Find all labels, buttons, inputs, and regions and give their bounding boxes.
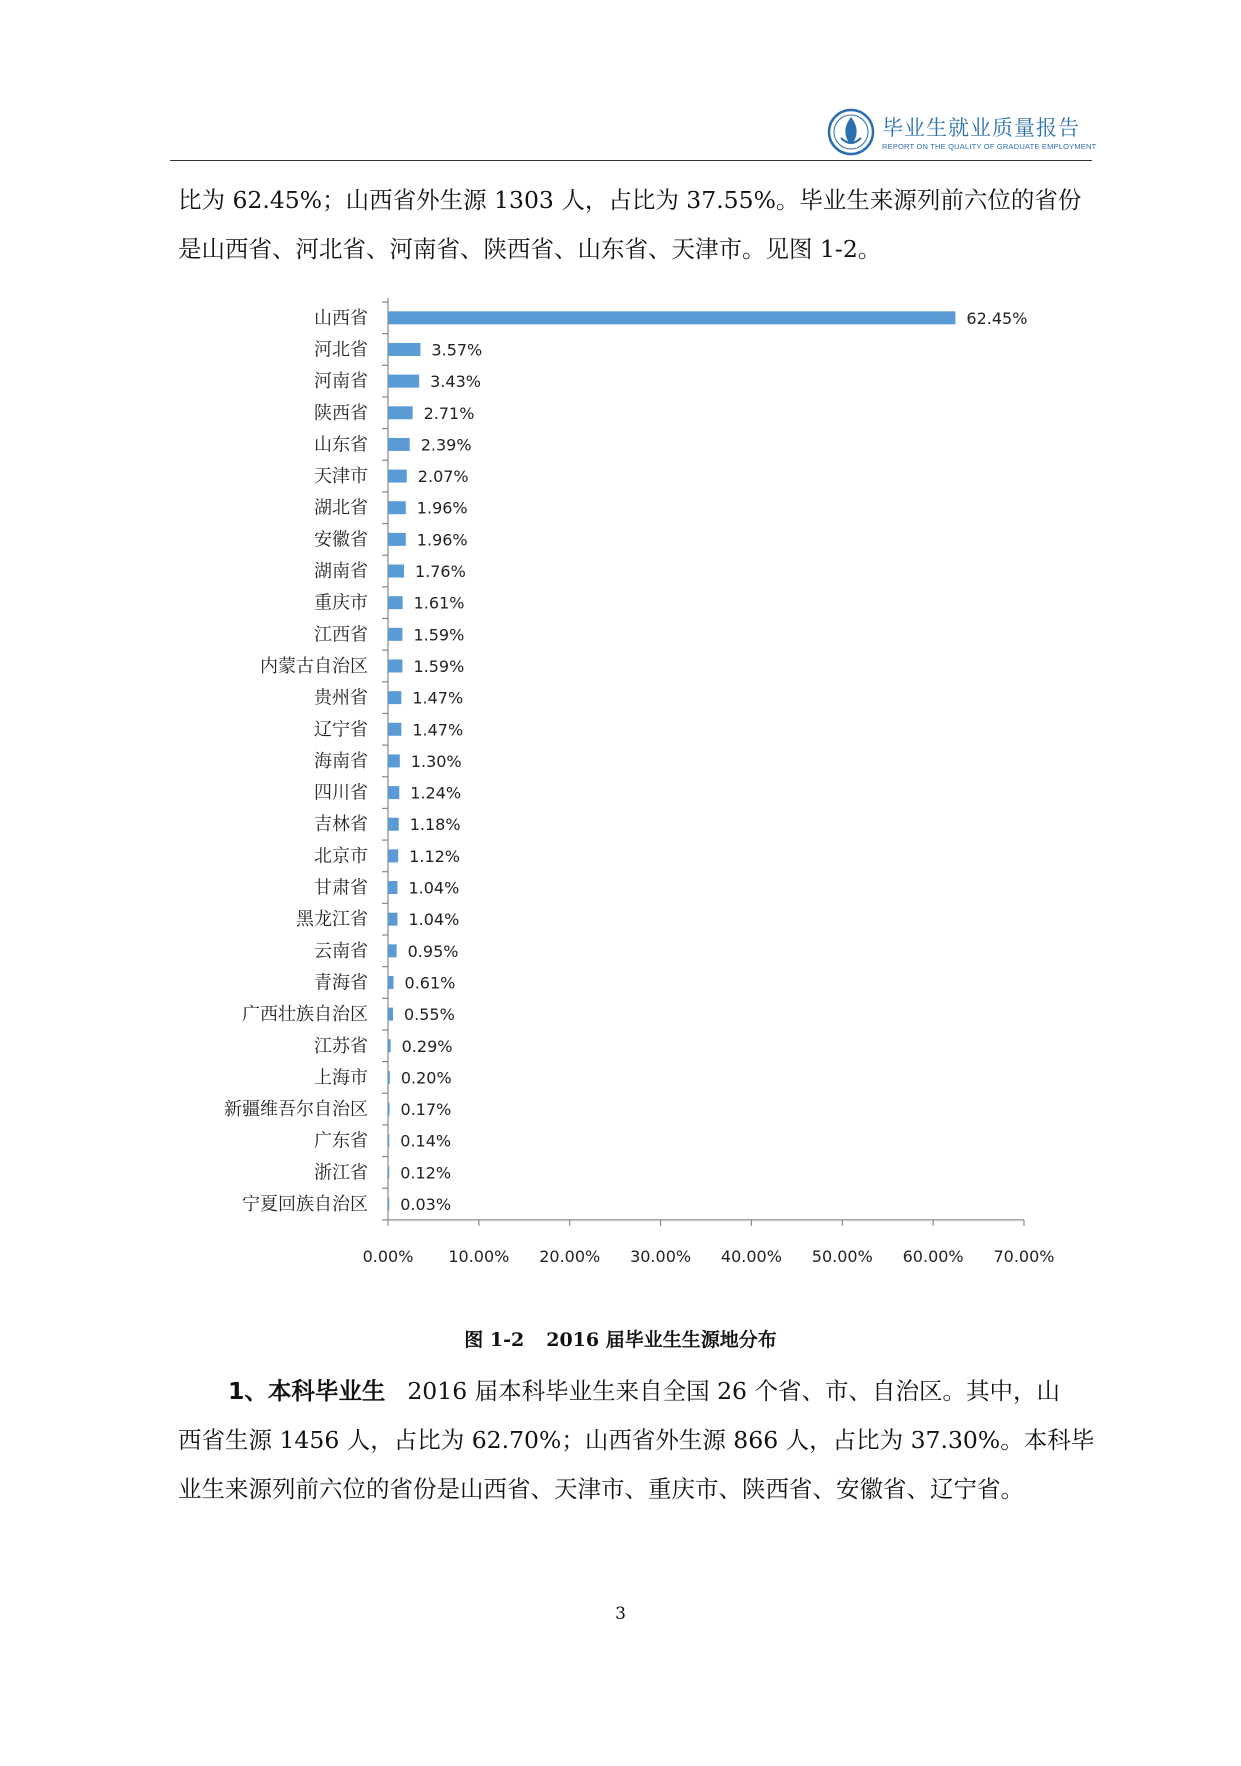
data-label: 1.18%: [409, 815, 461, 835]
x-tick-label: 20.00%: [539, 1246, 601, 1266]
category-label: 天津市: [314, 466, 368, 488]
category-label: 重庆市: [314, 592, 368, 614]
bar: [388, 659, 402, 672]
data-label: 1.59%: [413, 625, 465, 645]
data-label: 0.12%: [400, 1163, 452, 1183]
bar: [388, 818, 399, 831]
bar: [388, 1166, 389, 1179]
data-label: 1.04%: [408, 878, 460, 898]
x-tick-label: 10.00%: [448, 1246, 510, 1266]
intro-paragraph: [178, 176, 1082, 274]
bar: [388, 501, 406, 514]
bar: [388, 1039, 391, 1052]
section-line: 业生来源列前六位的省份是山西省、天津市、重庆市、陕西省、安徽省、辽宁省。: [178, 1475, 1024, 1503]
origin-distribution-chart: [0, 290, 1241, 1300]
bar: [388, 754, 400, 767]
bar: [388, 881, 397, 894]
university-seal-icon: [827, 108, 875, 156]
bar: [388, 976, 394, 989]
category-label: 浙江省: [314, 1162, 368, 1184]
x-tick-label: 40.00%: [720, 1246, 782, 1266]
data-label: 1.12%: [409, 846, 461, 866]
category-label: 北京市: [314, 845, 368, 867]
figure-title: 2016 届毕业生生源地分布: [546, 1329, 777, 1351]
x-tick-label: 30.00%: [630, 1246, 692, 1266]
section-line: [178, 1367, 1078, 1416]
bar: [388, 470, 407, 483]
data-label: 2.07%: [417, 467, 469, 487]
category-label: 山西省: [314, 307, 368, 329]
bar: [388, 786, 399, 799]
section-line: 西省生源 1456 人，占比为 62.70%；山西省外生源 866 人，占比为 37.30%。本科毕: [178, 1426, 1095, 1454]
category-label: 河南省: [314, 371, 368, 393]
data-label: 1.76%: [414, 562, 466, 582]
data-label: 0.20%: [400, 1068, 452, 1088]
category-label: 海南省: [314, 750, 368, 772]
data-label: 0.17%: [400, 1100, 452, 1120]
data-label: 1.24%: [410, 783, 462, 803]
data-label: 2.39%: [420, 435, 472, 455]
data-label: 0.55%: [403, 1005, 455, 1025]
category-label: 江西省: [314, 624, 368, 646]
bar: [388, 438, 410, 451]
figure-caption: [0, 1325, 1241, 1352]
bar: [388, 343, 420, 356]
category-label: 江苏省: [314, 1035, 368, 1057]
bar: [388, 565, 404, 578]
data-label: 0.03%: [400, 1195, 452, 1215]
bar: [388, 533, 406, 546]
data-label: 1.47%: [412, 688, 464, 708]
category-label: 内蒙古自治区: [260, 655, 368, 677]
category-label: 新疆维吾尔自治区: [224, 1099, 368, 1121]
bar: [388, 1071, 390, 1084]
section-text: 2016 届本科毕业生来自全国 26 个省、市、自治区。其中，山: [407, 1377, 1060, 1405]
category-label: 宁夏回族自治区: [242, 1194, 368, 1216]
data-label: 1.96%: [416, 498, 468, 518]
category-label: 湖南省: [314, 561, 368, 583]
section-heading: 1、本科毕业生: [228, 1377, 386, 1405]
data-label: 0.29%: [401, 1036, 453, 1056]
data-label: 3.57%: [431, 340, 483, 360]
data-label: 1.59%: [413, 656, 465, 676]
data-label: 1.96%: [416, 530, 468, 550]
x-tick-label: 0.00%: [362, 1246, 414, 1266]
intro-line: 比为 62.45%；山西省外生源 1303 人，占比为 37.55%。毕业生来源列前六位的省份: [178, 186, 1082, 214]
data-label: 62.45%: [966, 308, 1028, 328]
x-tick-label: 60.00%: [902, 1246, 964, 1266]
bar: [388, 1103, 390, 1116]
figure-number: 图 1-2: [464, 1329, 525, 1351]
category-label: 贵州省: [314, 687, 368, 709]
bar: [388, 1008, 393, 1021]
category-label: 青海省: [314, 972, 368, 994]
bar: [388, 406, 413, 419]
bar: [388, 628, 402, 641]
bar: [388, 1198, 389, 1211]
bar: [388, 691, 401, 704]
category-label: 云南省: [314, 940, 368, 962]
category-label: 湖北省: [314, 497, 368, 519]
category-label: 吉林省: [314, 814, 368, 836]
data-label: 3.43%: [430, 372, 481, 392]
category-label: 甘肃省: [314, 877, 368, 899]
bar: [388, 596, 403, 609]
category-label: 山东省: [314, 434, 368, 456]
intro-line: 是山西省、河北省、河南省、陕西省、山东省、天津市。见图 1-2。: [178, 235, 882, 263]
data-label: 0.61%: [404, 973, 456, 993]
data-label: 1.04%: [408, 910, 460, 930]
category-label: 四川省: [314, 782, 368, 804]
data-label: 2.71%: [423, 403, 475, 423]
category-label: 河北省: [314, 339, 368, 361]
report-subtitle: REPORT ON THE QUALITY OF GRADUATE EMPLOYMENT: [882, 142, 1097, 151]
category-label: 辽宁省: [314, 719, 368, 741]
bar: [388, 1134, 389, 1147]
bar: [388, 849, 398, 862]
report-title: 毕业生就业质量报告: [882, 116, 1080, 140]
category-label: 安徽省: [314, 529, 368, 551]
undergraduate-paragraph: [178, 1367, 1095, 1514]
category-label: 广东省: [314, 1130, 368, 1152]
data-label: 1.47%: [412, 720, 464, 740]
chart-marks: [224, 298, 1055, 1266]
category-label: 广西壮族自治区: [242, 1004, 368, 1026]
bar: [388, 311, 955, 324]
header-divider: [170, 160, 1092, 161]
x-tick-label: 50.00%: [811, 1246, 873, 1266]
bar: [388, 723, 401, 736]
data-label: 1.30%: [410, 751, 462, 771]
data-label: 0.95%: [407, 941, 459, 961]
data-label: 0.14%: [400, 1131, 452, 1151]
category-label: 上海市: [314, 1067, 368, 1089]
page-number: 3: [615, 1604, 626, 1624]
bar: [388, 375, 419, 388]
data-label: 1.61%: [413, 593, 465, 613]
bar: [388, 944, 397, 957]
bar: [388, 913, 397, 926]
category-label: 陕西省: [314, 402, 368, 424]
x-tick-label: 70.00%: [993, 1246, 1055, 1266]
category-label: 黑龙江省: [296, 909, 368, 931]
